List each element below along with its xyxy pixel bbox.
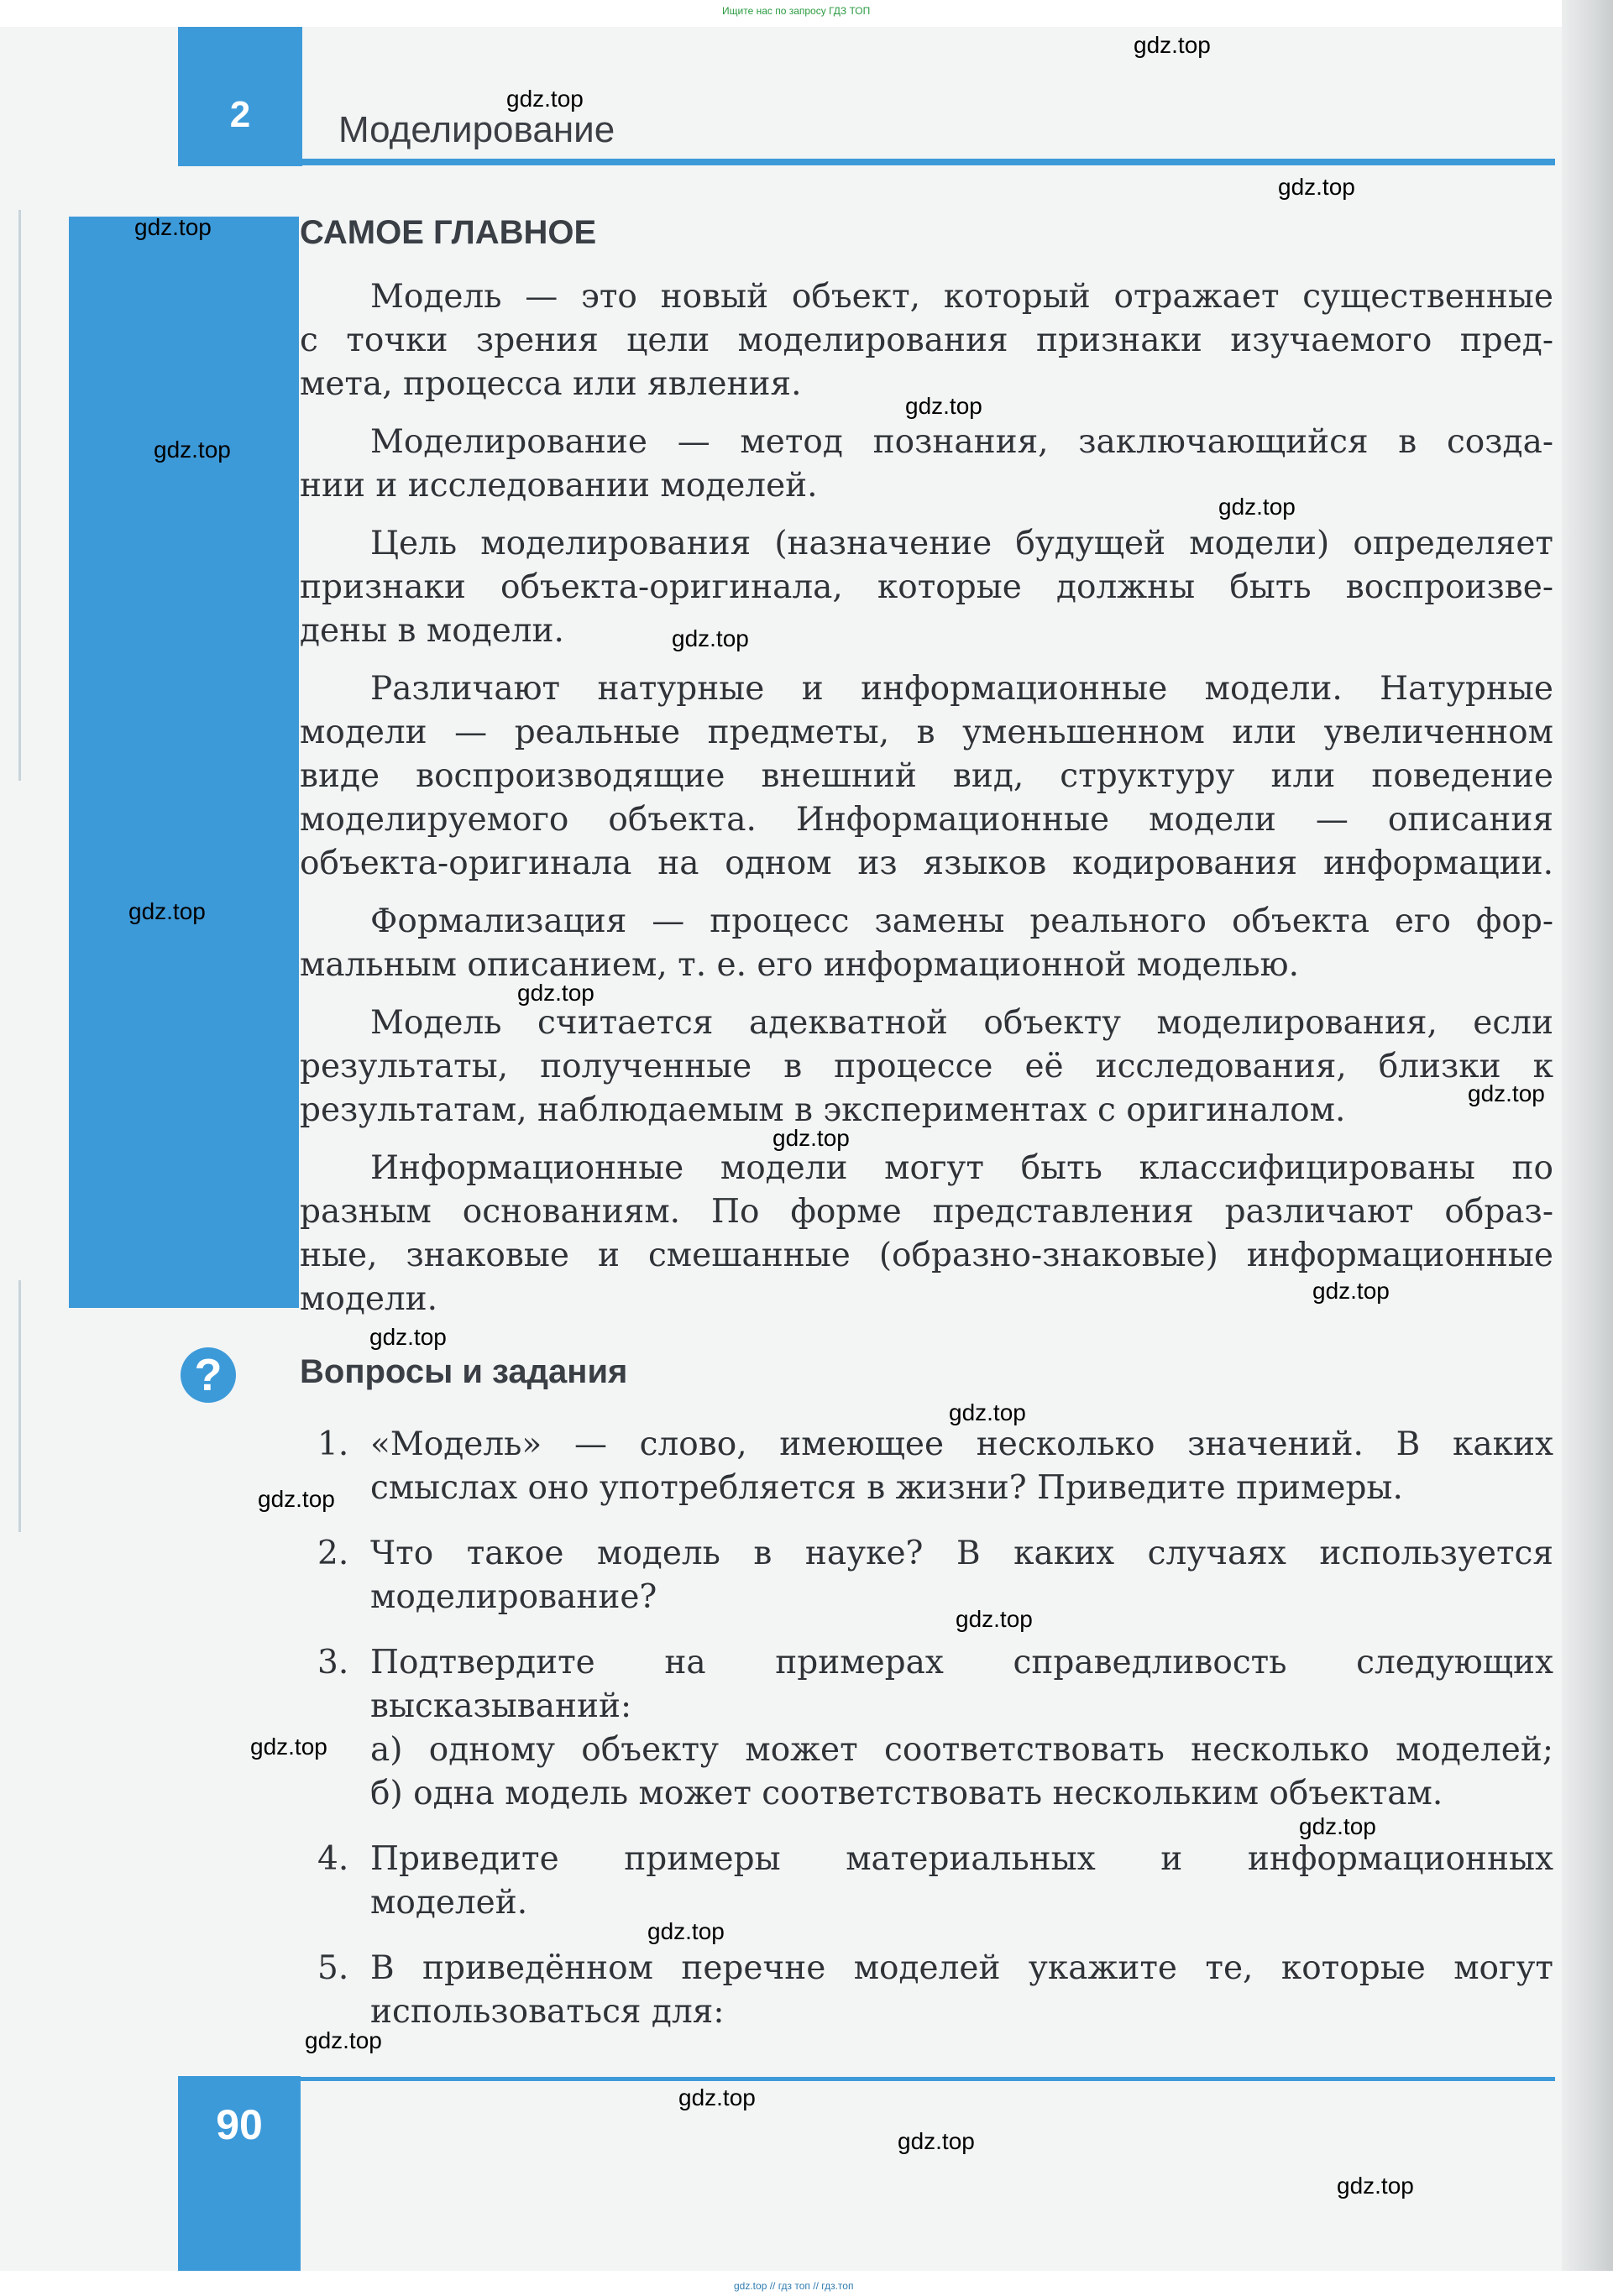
question-line: моделей. bbox=[370, 1884, 528, 1922]
summary-line: с точки зрения цели моделирования признаки изучаемого пред- bbox=[300, 322, 1553, 359]
page-edge bbox=[1562, 0, 1613, 2296]
summary-line: Моделирование — метод познания, заключающийся в созда- bbox=[370, 423, 1553, 461]
margin-line bbox=[18, 210, 21, 781]
summary-line: модели — реальные предметы, в уменьшенном или увеличенном bbox=[300, 714, 1553, 751]
summary-line: признаки объекта-оригинала, которые должны быть воспроизве- bbox=[300, 568, 1553, 606]
chapter-number: 2 bbox=[229, 94, 251, 135]
summary-line: мальным описанием, т. е. его информационной моделью. bbox=[300, 946, 1299, 984]
watermark: gdz.top bbox=[956, 1606, 1033, 1632]
summary-line: модели. bbox=[300, 1280, 438, 1318]
watermark: gdz.top bbox=[678, 2084, 756, 2110]
bottom-note: gdz.top // гдз топ // гдз.топ bbox=[734, 2280, 854, 2292]
question-line: смыслах оно употребляется в жизни? Приведите примеры. bbox=[370, 1469, 1403, 1507]
watermark: gdz.top bbox=[1312, 1278, 1390, 1304]
watermark: gdz.top bbox=[1218, 494, 1296, 520]
summary-line: Модель — это новый объект, который отражает существенные bbox=[370, 278, 1553, 316]
watermark: gdz.top bbox=[258, 1486, 335, 1512]
summary-line: мета, процесса или явления. bbox=[300, 365, 802, 403]
watermark: gdz.top bbox=[1299, 1813, 1376, 1839]
watermark: gdz.top bbox=[305, 2027, 382, 2053]
question-line: моделирование? bbox=[370, 1578, 657, 1616]
watermark: gdz.top bbox=[1337, 2173, 1414, 2199]
summary-line: виде воспроизводящие внешний вид, структуру или поведение bbox=[300, 757, 1553, 795]
watermark: gdz.top bbox=[949, 1399, 1026, 1425]
summary-line: Формализация — процесс замены реального объекта его фор- bbox=[370, 902, 1553, 940]
summary-line: результаты, полученные в процессе её исследования, близки к bbox=[300, 1048, 1553, 1085]
question-mark-icon: ? bbox=[181, 1347, 236, 1403]
summary-line: дены в модели. bbox=[300, 612, 564, 650]
summary-line: Модель считается адекватной объекту моделирования, если bbox=[370, 1004, 1553, 1042]
summary-line: Различают натурные и информационные модели. Натурные bbox=[370, 670, 1553, 708]
summary-line: результатам, наблюдаемым в экспериментах с оригиналом. bbox=[300, 1091, 1346, 1129]
question-line: высказываний: bbox=[370, 1687, 632, 1725]
watermark: gdz.top bbox=[898, 2128, 975, 2154]
question-line: Что такое модель в науке? В каких случаях используется bbox=[370, 1535, 1553, 1572]
watermark: gdz.top bbox=[772, 1125, 850, 1151]
questions-heading: Вопросы и задания bbox=[300, 1353, 628, 1390]
question-number: 3. bbox=[317, 1644, 349, 1681]
question-line: использоваться для: bbox=[370, 1993, 725, 2031]
footer-rule bbox=[300, 2077, 1555, 2081]
watermark: gdz.top bbox=[506, 86, 584, 112]
watermark: gdz.top bbox=[905, 393, 982, 419]
question-number: 5. bbox=[317, 1949, 349, 1987]
watermark: gdz.top bbox=[1134, 32, 1211, 58]
question-subitem: б) одна модель может соответствовать нескольким объектам. bbox=[370, 1775, 1443, 1812]
top-note: Ищите нас по запросу ГДЗ ТОП bbox=[722, 5, 871, 17]
question-subitem: а) одному объекту может соответствовать несколько моделей; bbox=[370, 1731, 1553, 1769]
watermark: gdz.top bbox=[672, 625, 749, 651]
summary-heading: САМОЕ ГЛАВНОЕ bbox=[300, 214, 597, 251]
watermark: gdz.top bbox=[369, 1324, 447, 1350]
question-line: Подтвердите на примерах справедливость следующих bbox=[370, 1644, 1553, 1681]
summary-sidebar bbox=[69, 217, 299, 1308]
question-number: 4. bbox=[317, 1840, 349, 1878]
question-line: «Модель» — слово, имеющее несколько значений. В каких bbox=[370, 1425, 1553, 1463]
summary-line: Информационные модели могут быть классифицированы по bbox=[370, 1149, 1553, 1187]
summary-line: ные, знаковые и смешанные (образно-знаковые) информационные bbox=[300, 1237, 1553, 1274]
watermark: gdz.top bbox=[128, 898, 206, 924]
watermark: gdz.top bbox=[517, 980, 594, 1006]
question-line: В приведённом перечне моделей укажите те, которые могут bbox=[370, 1949, 1553, 1987]
question-number: 1. bbox=[317, 1425, 349, 1463]
summary-line: разным основаниям. По форме представления различают образ- bbox=[300, 1193, 1553, 1231]
summary-line: объекта-оригинала на одном из языков кодирования информации. bbox=[300, 845, 1553, 882]
summary-line: Цель моделирования (назначение будущей модели) определяет bbox=[370, 525, 1553, 562]
summary-line: нии и исследовании моделей. bbox=[300, 467, 818, 505]
header-rule bbox=[302, 159, 1555, 165]
watermark: gdz.top bbox=[1468, 1080, 1545, 1106]
watermark: gdz.top bbox=[647, 1918, 725, 1944]
chapter-title: Моделирование bbox=[338, 109, 615, 150]
watermark: gdz.top bbox=[154, 437, 231, 463]
watermark: gdz.top bbox=[134, 214, 212, 240]
summary-line: моделируемого объекта. Информационные модели — описания bbox=[300, 801, 1553, 839]
question-line: Приведите примеры материальных и информационных bbox=[370, 1840, 1553, 1878]
watermark: gdz.top bbox=[250, 1734, 327, 1760]
question-number: 2. bbox=[317, 1535, 349, 1572]
page-number: 90 bbox=[216, 2101, 263, 2148]
watermark: gdz.top bbox=[1278, 174, 1355, 200]
margin-line bbox=[18, 1280, 21, 1532]
